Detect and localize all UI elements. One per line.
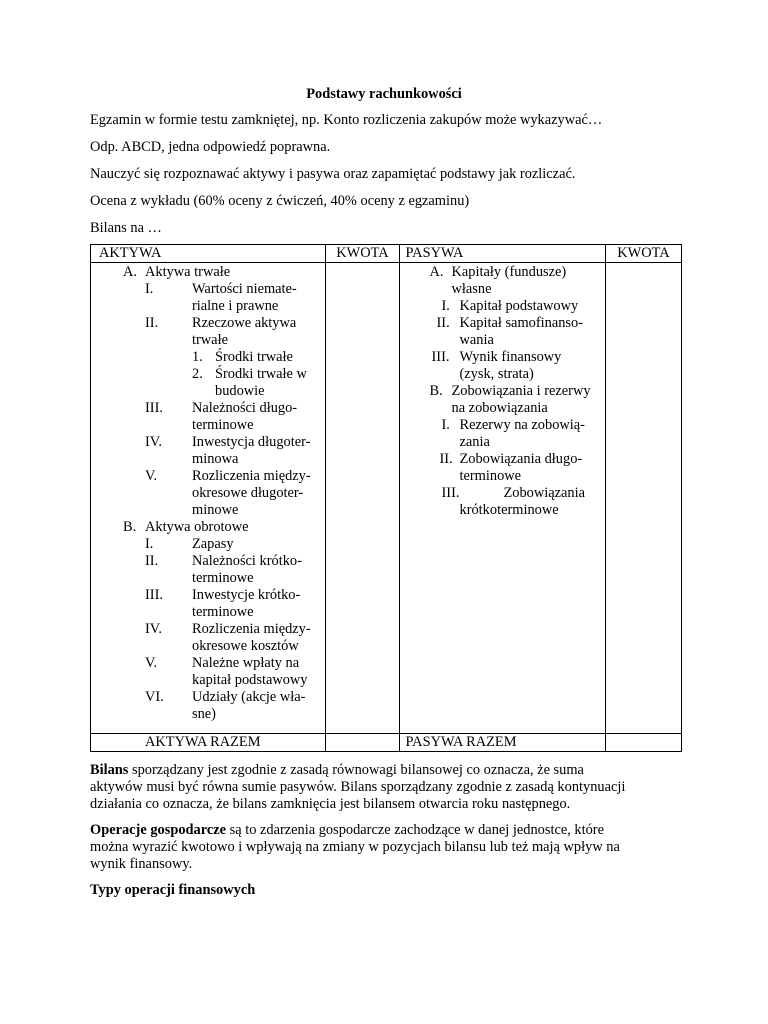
table-body-row <box>91 263 682 734</box>
paragraph-operacje <box>90 822 710 873</box>
aktywa-b3-line1: Inwestycje krótko- <box>192 587 301 603</box>
aktywa-a4-line2: minowa <box>192 451 239 467</box>
aktywa-b6-line1: Udziały (akcje wła- <box>192 689 306 705</box>
aktywa-a3-num: III. <box>145 400 163 416</box>
aktywa-a5-num: V. <box>145 468 158 484</box>
aktywa-a2-num: II. <box>145 315 159 331</box>
aktywa-b6-line2: sne) <box>192 706 216 722</box>
paragraph-operacje-line2: można wyrazić kwotowo i wpływają na zmiany w pozycjach bilansu lub też mają wpływ na <box>90 839 620 855</box>
intro-line-exam: Egzamin w formie testu zamkniętej, np. Konto rozliczenia zakupów może wykazywać… <box>90 112 603 128</box>
pasywa-b1-line2: zania <box>459 434 490 450</box>
pasywa-a2-num: II. <box>436 315 450 331</box>
aktywa-a2-2-line2: budowie <box>215 383 265 399</box>
aktywa-a2-2-num: 2. <box>192 366 203 382</box>
aktywa-b5-line1: Należne wpłaty na <box>192 655 300 671</box>
section-heading-typy-operacji: Typy operacji finansowych <box>90 882 256 898</box>
balance-sheet-table <box>90 244 682 752</box>
aktywa-b2-line1: Należności krótko- <box>192 553 302 569</box>
aktywa-b-label: Aktywa obrotowe <box>145 519 249 535</box>
aktywa-a2-1-label: Środki trwałe <box>215 349 293 365</box>
aktywa-a3-line2: terminowe <box>192 417 254 433</box>
aktywa-a1-line2: rialne i prawne <box>192 298 279 314</box>
pasywa-b-num: B. <box>429 383 443 399</box>
pasywa-a3-line1: Wynik finansowy <box>459 349 562 365</box>
intro-line-answer: Odp. ABCD, jedna odpowiedź poprawna. <box>90 139 331 155</box>
aktywa-b-num: B. <box>123 519 137 535</box>
footer-pasywa-razem-label: PASYWA RAZEM <box>405 734 517 750</box>
table-footer-row <box>91 734 682 752</box>
intro-line-learn: Nauczyć się rozpoznawać aktywy i pasywa oraz zapamiętać podstawy jak rozliczać. <box>90 166 576 182</box>
paragraph-bilans-line2: aktywów musi być równa sumie pasywów. Bilans sporządzany zgodnie z zasadą kontynuacji <box>90 779 626 795</box>
header-kwota-2-label: KWOTA <box>617 245 670 261</box>
pasywa-a2-line1: Kapitał samofinanso- <box>459 315 583 331</box>
pasywa-a-line1: Kapitały (fundusze) <box>451 264 567 280</box>
pasywa-b1-line1: Rezerwy na zobowią- <box>459 417 585 433</box>
header-pasywa <box>399 245 605 263</box>
aktywa-a-num: A. <box>123 264 137 280</box>
aktywa-b1-label: Zapasy <box>192 536 234 552</box>
aktywa-a2-line2: trwałe <box>192 332 228 348</box>
aktywa-cell <box>91 263 326 734</box>
intro-line-bilans: Bilans na … <box>90 220 162 236</box>
pasywa-a1-label: Kapitał podstawowy <box>459 298 579 314</box>
footer-pasywa-razem <box>399 734 605 752</box>
aktywa-a5-line3: minowe <box>192 502 239 518</box>
pasywa-b2-line2: terminowe <box>459 468 522 484</box>
pasywa-a2-line2: wania <box>459 332 494 348</box>
paragraph-bilans-line1: sporządzany jest zgodnie z zasadą równowagi bilansowej co oznacza, że suma <box>132 762 584 778</box>
pasywa-b1-num: I. <box>441 417 450 433</box>
aktywa-b5-line2: kapitał podstawowy <box>192 672 308 688</box>
paragraph-operacje-term: Operacje gospodarcze <box>90 822 227 838</box>
aktywa-a5-line2: okresowe długoter- <box>192 485 304 501</box>
aktywa-b4-num: IV. <box>145 621 162 637</box>
pasywa-a-num: A. <box>429 264 444 280</box>
aktywa-a3-line1: Należności długo- <box>192 400 298 416</box>
pasywa-cell <box>399 263 605 734</box>
pasywa-kwota-cell <box>605 263 681 734</box>
header-kwota-1-label: KWOTA <box>336 245 389 261</box>
aktywa-b2-line2: terminowe <box>192 570 254 586</box>
aktywa-a1-line1: Wartości niemate- <box>192 281 297 297</box>
header-kwota-1 <box>326 245 399 263</box>
pasywa-a1-num: I. <box>441 298 450 314</box>
paragraph-bilans-term: Bilans <box>90 762 129 778</box>
paragraph-operacje-line1: są to zdarzenia gospodarcze zachodzące w danej jednostce, które <box>229 822 604 838</box>
header-pasywa-label: PASYWA <box>405 245 464 261</box>
pasywa-b2-num: II. <box>439 451 453 467</box>
pasywa-b3-num: III. <box>441 485 460 501</box>
aktywa-a2-line1: Rzeczowe aktywa <box>192 315 297 331</box>
aktywa-a2-1-num: 1. <box>192 349 203 365</box>
aktywa-b2-num: II. <box>145 553 159 569</box>
header-aktywa <box>91 245 326 263</box>
aktywa-kwota-cell <box>326 263 399 734</box>
intro-line-grade: Ocena z wykładu (60% oceny z ćwiczeń, 40% oceny z egzaminu) <box>90 193 470 209</box>
aktywa-a2-2-line1: Środki trwałe w <box>215 366 307 382</box>
aktywa-b1-num: I. <box>145 536 154 552</box>
paragraph-operacje-line3: wynik finansowy. <box>90 856 193 872</box>
footer-kwota-1 <box>326 734 399 752</box>
aktywa-a4-line1: Inwestycja długoter- <box>192 434 311 450</box>
paragraph-bilans <box>90 762 710 813</box>
pasywa-a-line2: własne <box>451 281 492 297</box>
table-header-row <box>91 245 682 263</box>
aktywa-b5-num: V. <box>145 655 158 671</box>
aktywa-b3-line2: terminowe <box>192 604 254 620</box>
pasywa-b2-line1: Zobowiązania długo- <box>459 451 583 467</box>
pasywa-a3-line2: (zysk, strata) <box>459 366 534 382</box>
aktywa-a5-line1: Rozliczenia między- <box>192 468 311 484</box>
document-title: Podstawy rachunkowości <box>306 86 462 102</box>
header-kwota-2 <box>605 245 681 263</box>
aktywa-a1-num: I. <box>145 281 154 297</box>
pasywa-b-line2: na zobowiązania <box>451 400 548 416</box>
aktywa-b4-line1: Rozliczenia między- <box>192 621 311 637</box>
aktywa-b4-line2: okresowe kosztów <box>192 638 299 654</box>
aktywa-b3-num: III. <box>145 587 163 603</box>
pasywa-b3-line2: krótkoterminowe <box>459 502 559 518</box>
paragraph-bilans-line3: działania co oznacza, że bilans zamknięcia jest bilansem otwarcia roku następnego. <box>90 796 571 812</box>
aktywa-a4-num: IV. <box>145 434 162 450</box>
header-aktywa-label: AKTYWA <box>99 245 162 261</box>
footer-kwota-2 <box>605 734 681 752</box>
footer-aktywa-razem <box>91 734 326 752</box>
footer-aktywa-razem-label: AKTYWA RAZEM <box>145 734 261 750</box>
pasywa-b3-line1: Zobowiązania <box>503 485 586 501</box>
aktywa-b6-num: VI. <box>145 689 164 705</box>
pasywa-b-line1: Zobowiązania i rezerwy <box>451 383 591 399</box>
aktywa-a-label: Aktywa trwałe <box>145 264 231 280</box>
pasywa-a3-num: III. <box>431 349 450 365</box>
